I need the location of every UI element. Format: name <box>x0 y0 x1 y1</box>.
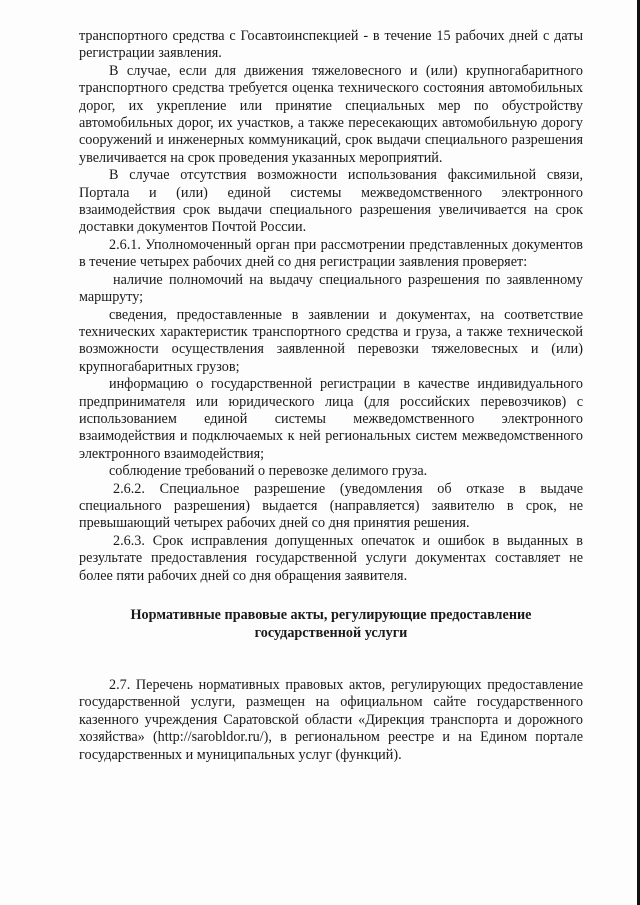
paragraph-road-assessment: В случае, если для движения тяжеловесного и (или) крупногабаритного транспортного средства требуется оценка технического состояния автомобильных дорог, их укрепление или принятие специальных мер по обустройству автомобильных дорог, их участков, а также пересекающих автомобильную дорогу сооружений и инженерных коммуникаций, срок выдачи специального разрешения увеличивается на срок проведения указанных мероприятий. <box>79 62 583 166</box>
paragraph-deadline-registration: транспортного средства с Госавтоинспекцией - в течение 15 рабочих дней с даты регистрации заявления. <box>79 28 583 62</box>
list-item-registration-info: информацию о государственной регистрации в качестве индивидуального предпринимателя или юридического лица (для российских перевозчиков) с использованием единой системы межведомственного электронного взаимодействия и подключаемых к ней региональных систем межведомственного электронного взаимодействия; <box>79 376 583 462</box>
section-heading: Нормативные правовые акты, регулирующие предоставление государственной услуги <box>130 607 532 641</box>
list-item-vehicle-info: сведения, предоставленные в заявлении и документах, на соответствие технических характеристик транспортного средства и груза, а также технической возможности осуществления заявленной перевозки тяжеловесных и (или) крупногабаритных грузов; <box>79 306 583 375</box>
list-item-divisible-cargo: соблюдение требований о перевозке делимого груза. <box>109 463 428 480</box>
paragraph-2-6-3: 2.6.3. Срок исправления допущенных опечаток и ошибок в выданных в результате предоставления государственной услуги документах составляет не более пяти рабочих дней со дня обращения заявителя. <box>79 532 583 584</box>
paragraph-2-6-2: 2.6.2. Специальное разрешение (уведомления об отказе в выдаче специального разрешения) выдается (направляется) заявителю в срок, не превышающий четырех рабочих дней со дня принятия решения. <box>79 480 583 532</box>
paragraph-2-7: 2.7. Перечень нормативных правовых актов, регулирующих предоставление государственной услуги, размещен на официальном сайте государственного казенного учреждения Саратовской области «Дирекция транспорта и дорожного хозяйства» (http://sarobldor.ru/), в региональном реестре и на Едином портале государственных и муниципальных услуг (функций). <box>79 677 583 763</box>
document-page <box>79 28 583 764</box>
list-item-authority: наличие полномочий на выдачу специального разрешения по заявленному маршруту; <box>79 271 583 306</box>
paragraph-2-6-1: 2.6.1. Уполномоченный орган при рассмотрении представленных документов в течение четырех рабочих дней со дня регистрации заявления проверяет: <box>79 236 583 271</box>
paragraph-no-fax: В случае отсутствия возможности использования факсимильной связи, Портала и (или) единой системы межведомственного электронного взаимодействия срок выдачи специального разрешения увеличивается на срок доставки документов Почтой России. <box>79 167 583 236</box>
